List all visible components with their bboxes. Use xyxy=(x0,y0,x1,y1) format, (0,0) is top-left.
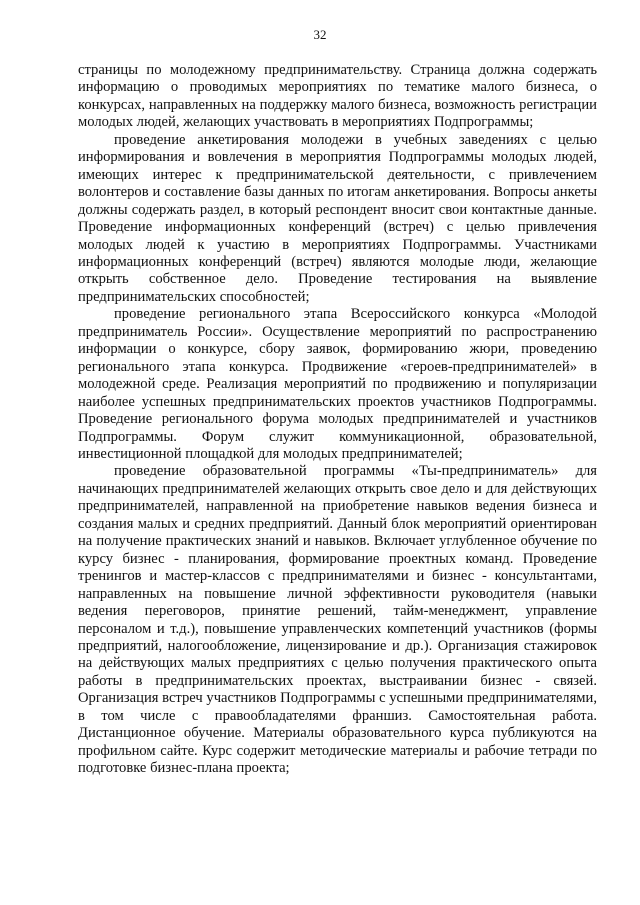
paragraph-education-program: проведение образовательной программы «Ты-предприниматель» для начинающих предпринимателей желающих открыть свое дело и для действующих предпринимателей, направленной на приобретение навыков ведения бизнеса и создания малых и средних предприятий. Данный блок мероприятий ориентирован на получение практических знаний и навыков. Включает углубленное обучение по курсу бизнес - планирования, формирование проектных команд. Проведение тренингов и мастер-классов с предпринимателями и бизнес - консультантами, направленных на повышение личной эффективности руководителя (навыки ведения переговоров, принятие решений, тайм-менеджмент, управление персоналом и т.д.), повышение управленческих компетенций участников (формы предприятий, налогообложение, лицензирование и др.). Организация стажировок на действующих малых предприятиях с целью получения практического опыта работы в предпринимательских проектах, выстраивании бизнес - связей. Организация встреч участников Подпрограммы с успешными предпринимателями, в том числе с правообладателями франшиз. Самостоятельная работа. Дистанционное обучение. Материалы образовательного курса публикуются на профильном сайте. Курс содержит методические материалы и рабочие тетради по подготовке бизнес-плана проекта; xyxy=(78,463,597,777)
paragraph-continuation: страницы по молодежному предпринимательству. Страница должна содержать информацию о проводимых мероприятиях по тематике малого бизнеса, о конкурсах, направленных на поддержку малого бизнеса, возможность регистрации молодых людей, желающих участвовать в мероприятиях Подпрограммы; xyxy=(78,62,597,131)
paragraph-survey: проведение анкетирования молодежи в учебных заведениях с целью информирования и вовлечения в мероприятия Подпрограммы молодых людей, имеющих интерес к предпринимательской деятельности, с привлечением волонтеров и составление базы данных по итогам анкетирования. Вопросы анкеты должны содержать раздел, в который респондент вносит свои контактные данные. Проведение информационных конференций (встреч) с целью привлечения молодых людей к участию в мероприятиях Подпрограммы. Участниками информационных конференций (встреч) являются молодые люди, желающие открыть собственное дело. Проведение тестирования на выявление предпринимательских способностей; xyxy=(78,131,597,305)
document-body xyxy=(78,62,597,778)
paragraph-contest: проведение регионального этапа Всероссийского конкурса «Молодой предприниматель России». Осуществление мероприятий по распространению информации о конкурсе, сбору заявок, формированию жюри, проведению регионального этапа конкурса. Продвижение «героев-предпринимателей» в молодежной среде. Реализация мероприятий по продвижению и популяризации наиболее успешных предпринимательских проектов участников Подпрограммы. Проведение регионального форума молодых предпринимателей и участников Подпрограммы. Форум служит коммуникационной, образовательной, инвестиционной площадкой для молодых предпринимателей; xyxy=(78,306,597,462)
page-number: 32 xyxy=(313,27,327,42)
